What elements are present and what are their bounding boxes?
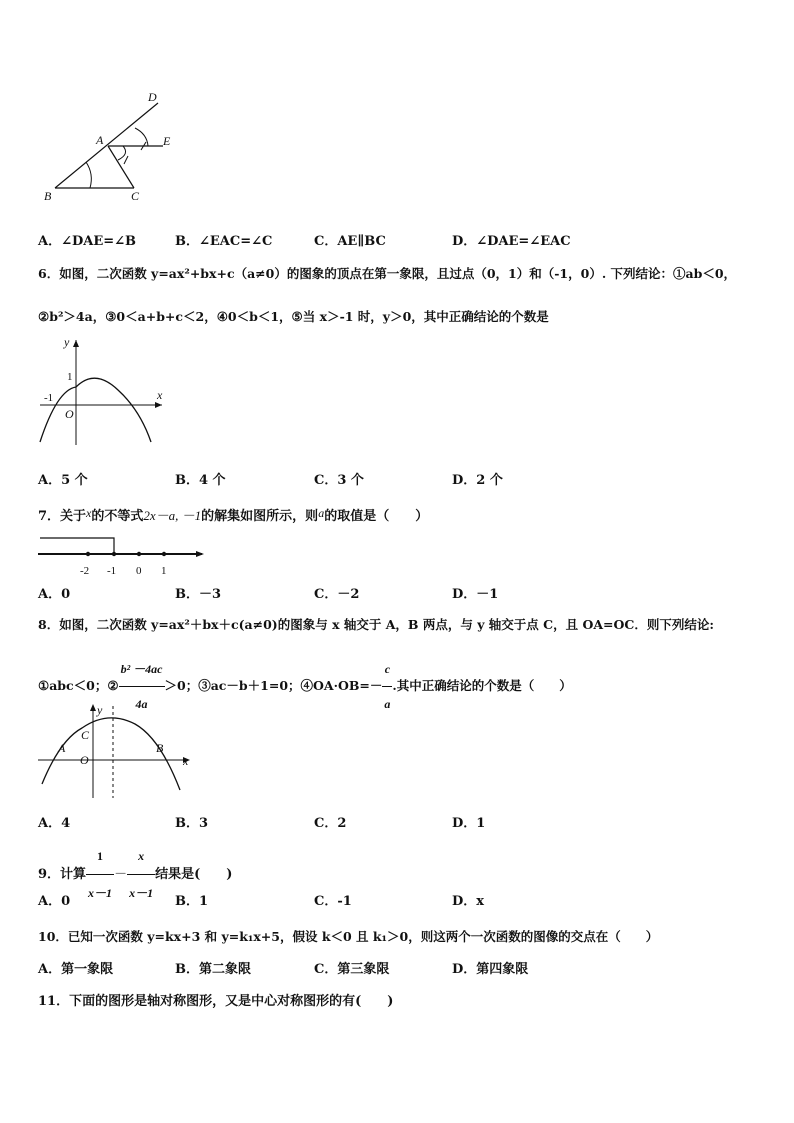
q9-fraction-1	[86, 838, 114, 911]
q10-option-d[interactable]: D．第四象限	[452, 962, 529, 977]
q8-frac2-num: c	[382, 652, 392, 687]
q9-f2-num: x	[127, 838, 155, 875]
q8-origin-label: O	[80, 753, 89, 767]
q9-suffix: 结果是( )	[155, 867, 233, 882]
q9-fraction-2	[127, 838, 155, 911]
q5-option-c[interactable]: C．AE∥BC	[314, 234, 386, 249]
q6-line1: 6．如图，二次函数 y=ax²+bx+c（a≠0）的图象的顶点在第一象限，且过点（0，1）和（-1，0）. 下列结论：①ab＜0，	[38, 266, 737, 281]
q5-option-b[interactable]: B．∠EAC=∠C	[175, 234, 273, 249]
q10-option-c[interactable]: C．第三象限	[314, 962, 390, 977]
q8-label-c: C	[81, 728, 90, 742]
q10-option-a[interactable]: A．第一象限	[38, 962, 114, 977]
q7-suffix: 的取值是（ ）	[324, 509, 429, 524]
q8-option-a[interactable]: A．4	[38, 816, 71, 831]
q7-tick-neg1: -1	[107, 565, 117, 577]
q7-mid: 的不等式	[91, 509, 144, 524]
q6-neg-one-label: -1	[44, 392, 54, 404]
q5-option-a[interactable]: A．∠DAE=∠B	[38, 234, 137, 249]
q8-x-label: x	[183, 754, 189, 768]
q11-stem: 11．下面的图形是轴对称图形，又是中心对称图形的有( )	[38, 994, 394, 1009]
q8-c1: ①abc＜0；②	[38, 678, 119, 693]
q9-option-b[interactable]: B．1	[175, 894, 209, 909]
q8-line1: 8．如图，二次函数 y=ax²＋bx＋c(a≠0)的图象与 x 轴交于 A，B 两点，与 y 轴交于点 C，且 OA=OC．则下列结论:	[38, 617, 714, 632]
q7-option-d[interactable]: D．－1	[452, 587, 499, 602]
q9-option-a[interactable]: A．0	[38, 894, 71, 909]
q8-option-d[interactable]: D．1	[452, 816, 486, 831]
q8-c2: ＞0；③ac－b＋1=0；④OA·OB=－	[164, 678, 383, 693]
label-c: C	[131, 189, 140, 203]
q7-var-x: x	[86, 506, 92, 520]
q8-option-b[interactable]: B．3	[175, 816, 209, 831]
q8-frac-num: b² －4ac	[119, 652, 165, 687]
q7-expr: 2x－a, －1	[143, 508, 202, 523]
label-d: D	[148, 90, 157, 104]
q8-y-label: y	[97, 703, 103, 717]
q10-stem: 10．已知一次函数 y=kx+3 和 y=k₁x+5，假设 k＜0 且 k₁＞0，则这两个一次函数的图像的交点在（ ）	[38, 929, 659, 944]
q8-frac-den: 4a	[135, 697, 148, 711]
q8-c3: .其中正确结论的个数是（ ）	[392, 678, 572, 693]
q10-option-b[interactable]: B．第二象限	[175, 962, 251, 977]
q6-option-b[interactable]: B．4 个	[175, 473, 226, 488]
q7-tick-0: 0	[136, 565, 142, 577]
q6-option-d[interactable]: D．2 个	[452, 473, 503, 488]
q6-origin-label: O	[65, 407, 74, 421]
q9-f1-num: 1	[86, 838, 114, 875]
q9-minus: －	[114, 867, 128, 882]
q7-option-a[interactable]: A．0	[38, 587, 71, 602]
q6-one-label: 1	[67, 371, 73, 383]
q6-line2: ②b²＞4a，③0＜a+b+c＜2，④0＜b＜1，⑤当 x＞-1 时，y＞0，其中正确结论的个数是	[38, 309, 549, 324]
label-e: E	[163, 134, 171, 148]
q6-y-label: y	[64, 335, 70, 349]
q7-option-c[interactable]: C．－2	[314, 587, 360, 602]
label-b: B	[44, 189, 52, 203]
q7-prefix: 7．关于	[38, 509, 87, 524]
q7-option-b[interactable]: B．－3	[175, 587, 222, 602]
q9-option-d[interactable]: D．x	[452, 894, 485, 909]
q5-option-d[interactable]: D．∠DAE=∠EAC	[452, 234, 571, 249]
q7-tick-1: 1	[161, 565, 167, 577]
q7-tick-neg2: -2	[80, 565, 90, 577]
q9-option-c[interactable]: C．-1	[314, 894, 352, 909]
q9-prefix: 9．计算	[38, 867, 87, 882]
q8-option-c[interactable]: C．2	[314, 816, 347, 831]
q7-mid2: 的解集如图所示，则	[201, 509, 319, 524]
q8-label-b: B	[156, 741, 164, 755]
q8-label-a: A	[58, 741, 66, 755]
q6-x-label: x	[157, 388, 163, 402]
q7-var-a: a	[318, 506, 325, 520]
q9-f2-den: x－1	[129, 886, 154, 900]
q8-frac2-den: a	[384, 697, 391, 711]
q6-option-c[interactable]: C．3 个	[314, 473, 364, 488]
label-a: A	[96, 133, 104, 147]
q6-option-a[interactable]: A．5 个	[38, 473, 88, 488]
q9-f1-den: x－1	[88, 886, 113, 900]
